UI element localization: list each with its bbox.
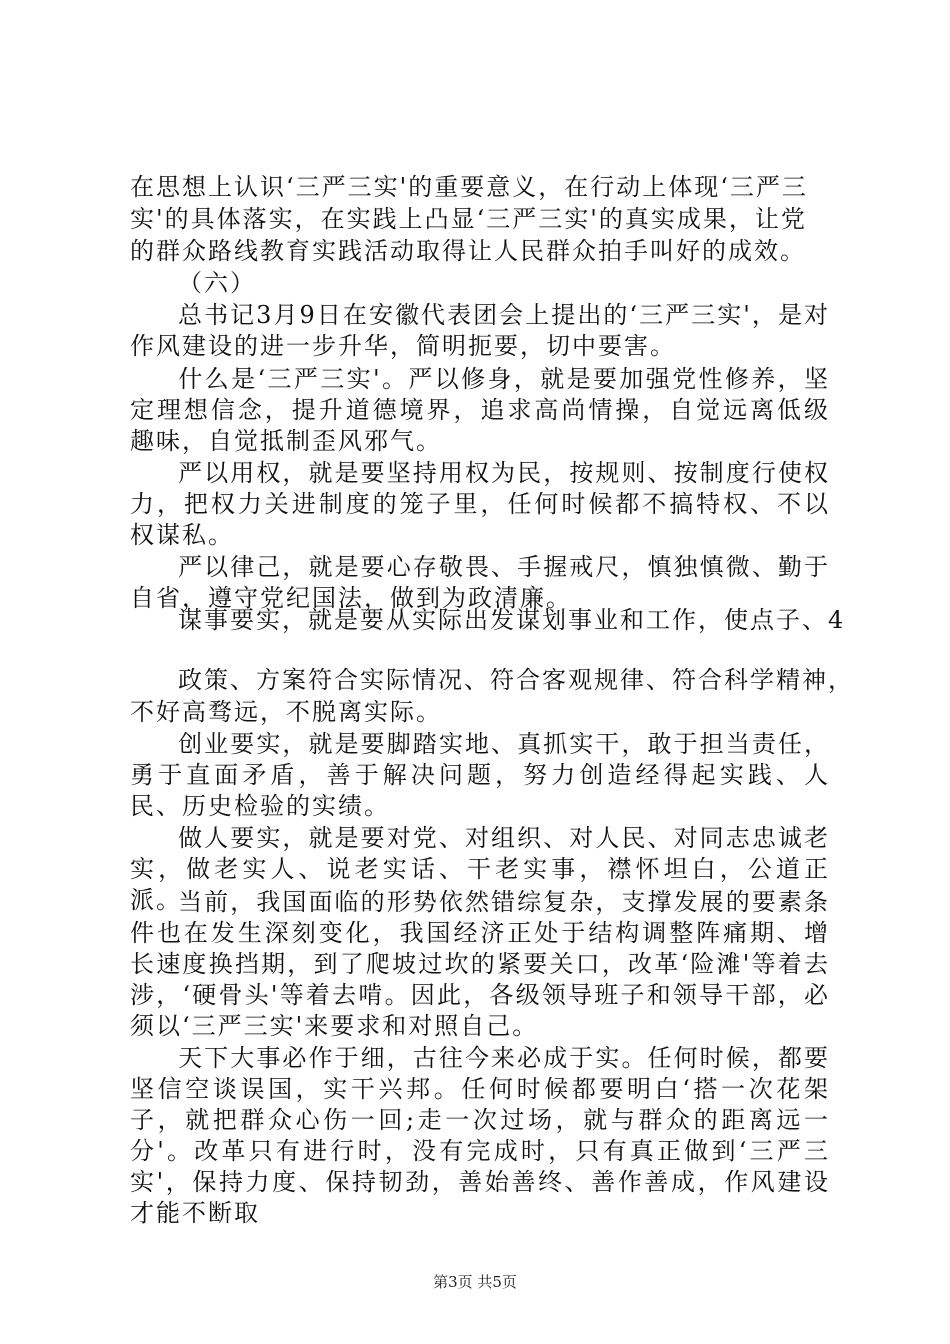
paragraph — [130, 1043, 830, 1229]
text-line: 实'的具体落实，在实践上凸显‘三严三实'的真实成果，让党 — [130, 205, 807, 233]
text-line: 政策、方案符合实际情况、符合客观规律、符合科学精神， — [178, 666, 854, 694]
paragraph-text: 严以用权，就是要坚持用权为民，按规则、按制度行使权力，把权力关进制度的笼子里，任何时候都不搞特权、不以权谋私。 — [130, 459, 830, 549]
text-line: 在思想上认识‘三严三实'的重要意义，在行动上体现‘三严三 — [130, 173, 808, 201]
paragraph — [130, 458, 830, 551]
paragraph — [130, 300, 830, 362]
text-line: 的群众路线教育实践活动取得让人民群众拍手叫好的成效。 — [130, 237, 806, 265]
text-line: 谋事要实，就是要从实际出发谋划事业和工作，使点子、4 — [178, 606, 846, 634]
text-line: 不好高骛远，不脱离实际。 — [130, 698, 442, 726]
paragraph-text: 当前，我国面临的形势依然错综复杂，支撑发展的要素条件也在发生深刻变化，我国经济正处于结构调整阵痛期、增长速度换挡期，到了爬坡过坎的紧要关口，改革‘险滩'等着去涉，‘硬骨头'等着去啃。因此，各级领导班子和领导干部，必须以‘三严三实'来要求和对照自己。 — [130, 888, 830, 1040]
section-marker: （六） — [178, 269, 256, 297]
paragraph-text: 严以律己，就是要心存敬畏、手握戒尺，慎独慎微、勤于自省，遵守党纪国法，做到为政清廉。 — [130, 553, 830, 612]
paragraph-text: 天下大事必作于细，古往今来必成于实。任何时候，都要坚信空谈误国，实干兴邦。任何时候都要明白‘搭一次花架子，就把群众心伤一回;走一次过场，就与群众的距离远一分'。改革只有进行时，没有完成时，只有真正做到‘三严三实'，保持力度、保持韧劲，善始善终、善作善成，作风建设才能不断取 — [130, 1044, 830, 1227]
paragraph-text: 总书记3月9日在安徽代表团会上提出的‘三严三实'，是对作风建设的进一步升华，简明扼要，切中要害。 — [130, 301, 830, 360]
page-footer: 第3页 共5页 — [433, 1273, 517, 1291]
paragraph — [130, 729, 830, 822]
paragraph — [130, 887, 830, 1042]
paragraph-text: 什么是‘三严三实'。严以修身，就是要加强党性修养，坚定理想信念，提升道德境界，追求高尚情操，自觉远离低级趣味，自觉抵制歪风邪气。 — [130, 365, 830, 455]
paragraph-text: 做人要实，就是要对党、对组织、对人民、对同志忠诚老实，做老实人、说老实话、干老实事，襟怀坦白，公道正派。 — [130, 824, 830, 914]
paragraph — [130, 364, 830, 457]
paragraph-text: 创业要实，就是要脚踏实地、真抓实干，敢于担当责任，勇于直面矛盾，善于解决问题，努力创造经得起实践、人民、历史检验的实绩。 — [130, 730, 830, 820]
